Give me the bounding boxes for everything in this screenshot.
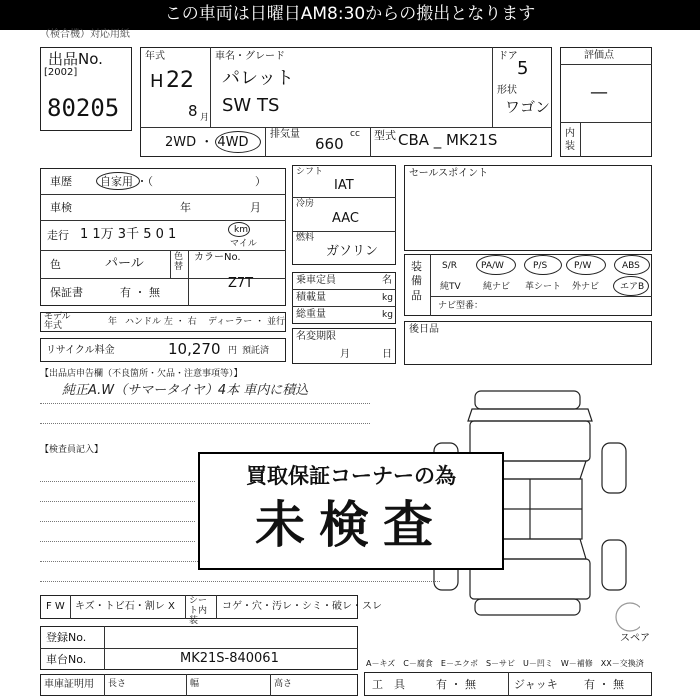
interior-label: 内装	[565, 128, 575, 152]
type-label: 型式	[374, 129, 396, 142]
aftermarket-box	[404, 321, 652, 365]
year-label: 年式	[145, 51, 165, 62]
lot-number: 80205	[47, 94, 120, 122]
equip-navi: 純ナビ	[483, 282, 511, 292]
capacity-label: 乗車定員	[296, 275, 336, 286]
mileage-value: 1 1万 3千 5 0 1	[80, 227, 177, 242]
weight-label: 総重量	[296, 309, 326, 320]
chassis-label: 車台No.	[46, 653, 87, 666]
tools-value: 有 ・ 無	[436, 678, 476, 691]
equipment-label: 装備品	[411, 260, 422, 302]
stamp-line2: 未検査	[255, 496, 447, 554]
recycle-unit: 円	[228, 346, 238, 356]
color-no-label: カラーNo.	[194, 252, 241, 263]
model-year-dealer: ディーラー ・ 並行	[208, 317, 286, 327]
equip-paw: PA/W	[481, 261, 504, 271]
grade-value: —	[590, 82, 608, 103]
equip-sr: S/R	[442, 261, 457, 271]
damage-legend: A－キズ C－腐食 E－エクボ S－サビ U－凹ミ W－補修 XX－交換済	[366, 659, 644, 668]
shape-value: ワゴン	[505, 98, 551, 116]
displacement-value: 660	[315, 135, 344, 153]
banner-text: この車両は日曜日AM8:30からの搬出となります	[164, 4, 536, 24]
fw-seat-label: シート内装	[189, 596, 208, 626]
color-value: パール	[105, 256, 144, 271]
door-label: ドア	[498, 51, 518, 62]
inspector-label: 【検査員記入】	[40, 445, 104, 455]
fw-seat-text: コゲ・穴・汚レ・シミ・破レ・スレ	[222, 601, 382, 612]
certificate-label: 車庫証明用	[44, 679, 94, 690]
fw-text: キズ・トビ石・割レ X	[75, 601, 175, 612]
model-year-handle: ハンドル 左 ・ 右	[125, 317, 197, 327]
cooling-label: 冷房	[296, 199, 315, 209]
tools-label: 工 具	[372, 678, 405, 691]
lot-label: 出品No.	[48, 50, 103, 68]
capacity-unit: 名	[382, 275, 392, 286]
equip-ps: P/S	[533, 261, 548, 271]
weight-unit: kg	[382, 310, 393, 320]
year-value: 22	[166, 68, 194, 93]
type-value: CBA _ MK21S	[398, 131, 498, 149]
equip-leather: 革シート	[525, 282, 562, 292]
history-value: 自家用 ・（	[100, 175, 153, 188]
load-label: 積載量	[296, 292, 326, 303]
sales-point-label: セールスポイント	[409, 168, 489, 179]
name-change-day: 日	[382, 349, 392, 360]
year-month: 8	[188, 102, 198, 120]
door-value: 5	[517, 58, 529, 79]
year-era: H	[150, 71, 164, 92]
recycle-value: 10,270	[168, 340, 221, 358]
certificate-width: 幅	[190, 679, 200, 689]
recycle-status: 預託済	[242, 346, 270, 356]
fuel-label: 燃料	[296, 233, 315, 243]
cooling-value: AAC	[332, 211, 359, 226]
model-year-year: 年	[108, 317, 118, 327]
chassis-value: MK21S-840061	[180, 651, 279, 666]
notes-handwriting: 純正A.W（サマータイヤ）4本 車内に積込	[62, 383, 309, 398]
equip-airbag: エアB	[620, 282, 645, 292]
model-label: 車名・グレード	[215, 51, 285, 62]
fuel-value: ガソリン	[326, 244, 379, 259]
warranty-value: 有 ・ 無	[120, 286, 160, 299]
registration-label: 登録No.	[46, 631, 87, 644]
inspection-year: 年	[180, 201, 191, 214]
mileage-label: 走行	[47, 229, 69, 242]
color-change-label: 色替	[174, 252, 184, 272]
aftermarket-label: 後日品	[409, 324, 439, 335]
certificate-height: 高さ	[274, 679, 293, 689]
model-year-label: モデル年式	[44, 312, 71, 331]
shape-label: 形状	[497, 85, 517, 96]
shift-value: IAT	[334, 178, 354, 193]
fw-label: F W	[46, 601, 65, 612]
equip-pw: P/W	[574, 261, 592, 271]
inspection-month: 月	[250, 201, 261, 214]
shift-label: シフト	[296, 167, 324, 177]
equip-navi-model: ナビ型番：	[438, 301, 484, 311]
grade-label: 評価点	[584, 50, 614, 61]
jack-value: 有 ・ 無	[584, 678, 624, 691]
equip-ext-navi: 外ナビ	[572, 282, 600, 292]
name-change-month: 月	[340, 349, 350, 360]
equip-tv: 純TV	[440, 282, 461, 292]
lot-sub: [2002]	[44, 67, 78, 78]
recycle-label: リサイクル料金	[46, 345, 115, 356]
mileage-mile: マイル	[230, 239, 257, 249]
model-grade: SW TS	[222, 95, 280, 116]
drive-4wd-circle	[215, 131, 261, 153]
mileage-km: km	[234, 225, 248, 235]
drive-value: 2WD ・ 4WD	[165, 135, 249, 150]
form-title: （検合機）対応用紙	[40, 29, 130, 40]
equip-abs: ABS	[622, 261, 640, 271]
warranty-label: 保証書	[50, 286, 83, 299]
jack-label: ジャッキ	[514, 678, 558, 691]
year-month-unit: 月	[200, 113, 210, 123]
model-name: パレット	[222, 68, 294, 89]
notes-label: 【出品店申告欄（不良箇所・欠品・注意事項等）】	[40, 369, 243, 379]
spare-label: スペア	[620, 633, 650, 644]
load-unit: kg	[382, 293, 393, 303]
history-label: 車歴	[50, 175, 72, 188]
inspection-label: 車検	[50, 201, 72, 214]
color-label: 色	[50, 258, 61, 271]
name-change-label: 名変期限	[296, 331, 336, 342]
history-close: ）	[255, 175, 266, 188]
certificate-long: 長さ	[108, 679, 127, 689]
displacement-unit: cc	[350, 129, 360, 139]
color-no-value: Z7T	[228, 276, 254, 291]
stamp-line1: 買取保証コーナーの為	[246, 464, 456, 488]
displacement-label: 排気量	[270, 129, 300, 140]
